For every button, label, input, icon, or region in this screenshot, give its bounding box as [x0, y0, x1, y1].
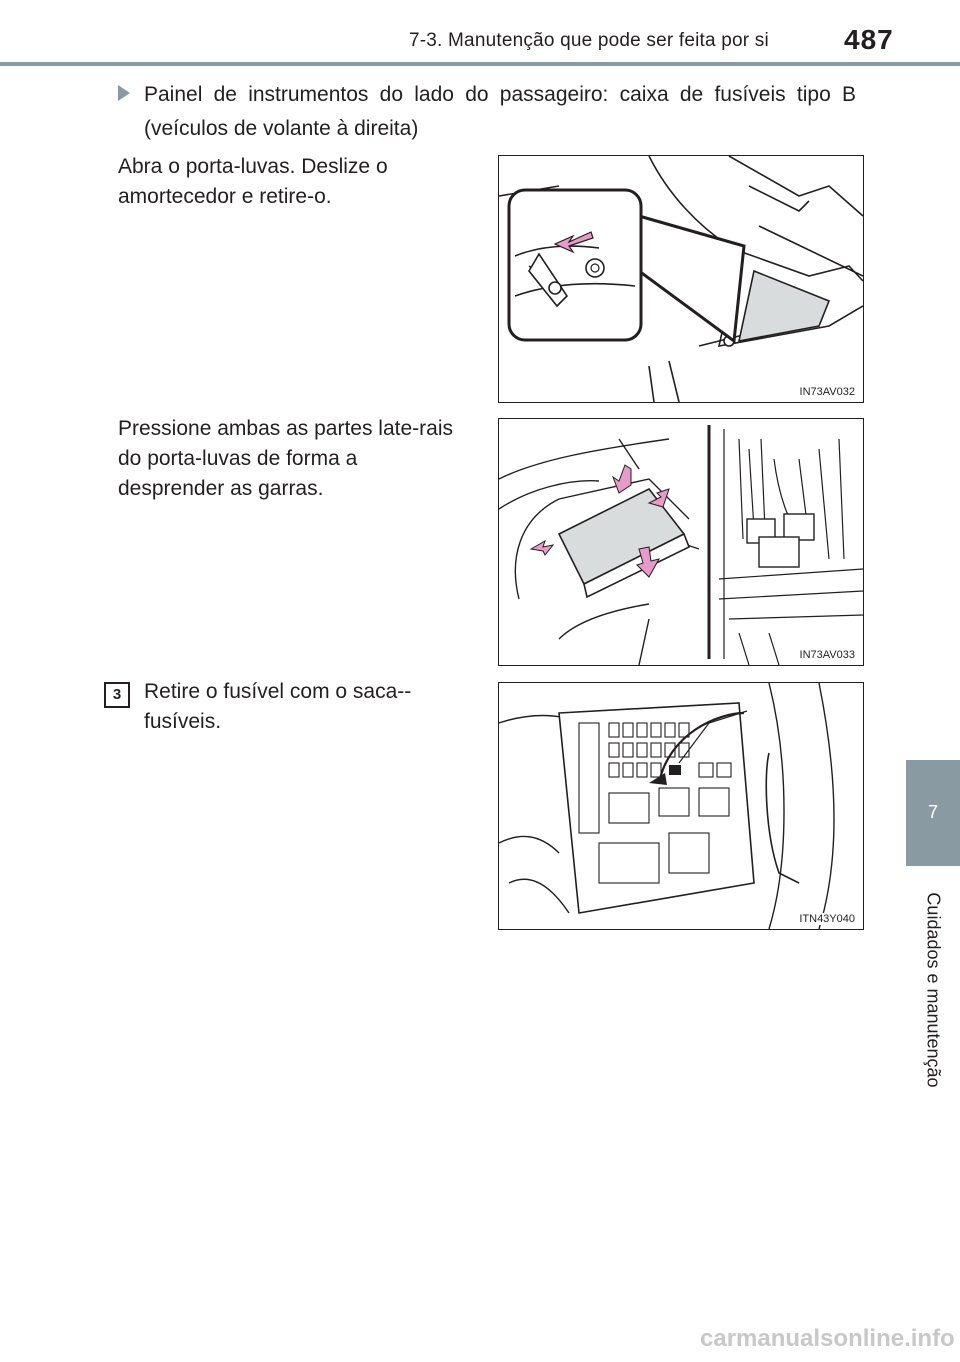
fuse-box-illustration	[499, 683, 863, 929]
header-rule	[0, 62, 960, 66]
step-2-text: Pressione ambas as partes late-rais do porta-luvas de forma a desprender as garras.	[118, 417, 453, 500]
figure-code: IN73AV032	[799, 386, 855, 398]
figure-code: IN73AV033	[799, 649, 855, 661]
step-1-text: Abra o porta-luvas. Deslize o amortecedor e retire-o.	[118, 155, 388, 208]
figure-glovebox-damper	[498, 155, 864, 403]
figure-fuse-box	[498, 682, 864, 930]
figure-code: ITN43Y040	[799, 913, 855, 925]
bullet-arrow-icon	[118, 85, 130, 101]
step-number-badge: 3	[104, 682, 130, 708]
chapter-number: 7	[927, 802, 938, 822]
figure-glovebox-sides	[498, 418, 864, 666]
press-arrow-icon	[613, 465, 631, 493]
glovebox-sides-illustration	[499, 419, 863, 665]
intro-paragraph: Painel de instrumentos do lado do passageiro: caixa de fusíveis tipo B (veículos de volante à direita)	[144, 83, 856, 140]
step-3-text: Retire o fusível com o saca--fusíveis.	[144, 680, 412, 733]
watermark: carmanualsonline.info	[700, 1325, 955, 1352]
page-number: 487	[844, 24, 894, 55]
chapter-tab	[906, 760, 960, 866]
press-arrow-icon	[531, 541, 553, 555]
section-title: 7-3. Manutenção que pode ser feita por si	[409, 30, 769, 51]
chapter-label: Cuidados e manutenção	[923, 892, 944, 1088]
glovebox-damper-illustration	[499, 156, 863, 402]
